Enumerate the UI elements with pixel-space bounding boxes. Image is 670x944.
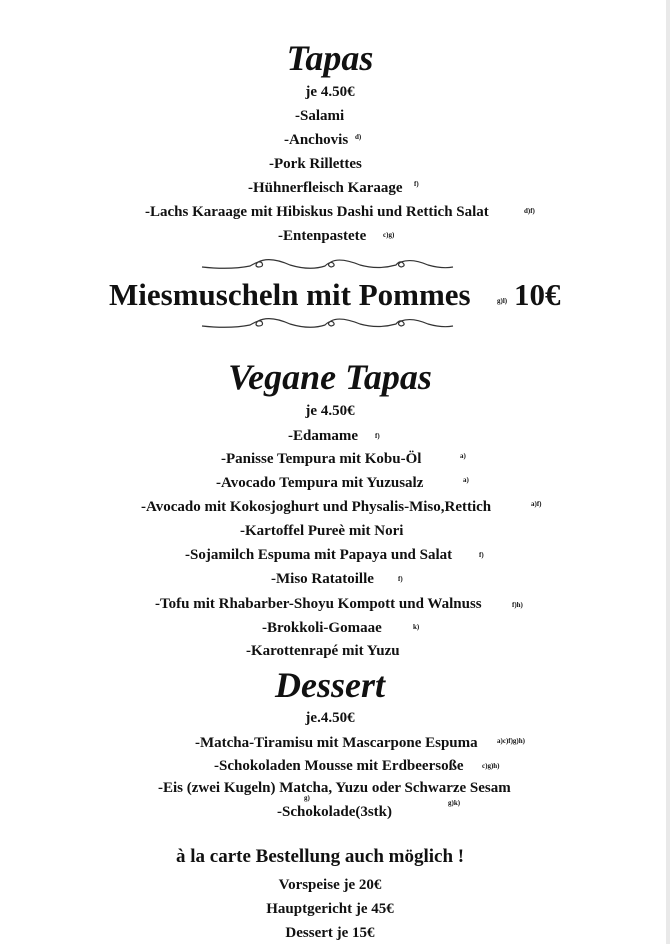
menu-item: -Miso Ratatoille [271,571,374,587]
vegan-title: Vegane Tapas [228,357,432,397]
menu-item: -Avocado Tempura mit Yuzusalz [216,475,424,491]
tapas-price: je 4.50€ [305,84,355,100]
special-price: 10€ [514,277,561,312]
menu-item: -Schokolade(3stk) [277,804,393,820]
allergen-note: f) [375,432,380,440]
menu-item: -Sojamilch Espuma mit Papaya und Salat [185,547,453,563]
menu-item: -Tofu mit Rhabarber-Shoyu Kompott und Walnuss [155,596,482,612]
tapas-title: Tapas [286,38,374,78]
allergen-note: f) [479,551,484,559]
menu-item: -Matcha-Tiramisu mit Mascarpone Espuma [195,735,478,751]
menu-item: -Hühnerfleisch Karaage [248,180,403,196]
allergen-note: d) [355,133,362,141]
menu-item: -Karottenrapé mit Yuzu [246,643,400,659]
allergen-note: c)g) [383,231,395,239]
page-edge [666,0,670,944]
menu-item: -Kartoffel Pureè mit Nori [240,523,404,539]
a-la-carte-line: Hauptgericht je 45€ [266,901,394,917]
menu-item: -Entenpastete [278,228,367,244]
allergen-note: a) [463,476,469,484]
allergen-note: a)c)f)g)h) [497,737,525,745]
a-la-carte-line: Vorspeise je 20€ [278,877,382,893]
allergen-note: g)k) [448,799,461,807]
allergen-note: f) [414,180,419,188]
allergen-note: a) [460,452,466,460]
menu-item: -Pork Rillettes [269,156,362,172]
a-la-carte-heading: à la carte Bestellung auch möglich ! [176,846,465,867]
menu-item: -Edamame [288,428,358,444]
menu-item: -Anchovis [284,132,349,148]
menu-item: -Brokkoli-Gomaae [262,620,382,636]
menu-item: -Lachs Karaage mit Hibiskus Dashi und Rettich Salat [145,204,489,220]
allergen-note: k) [413,623,420,631]
a-la-carte-line: Dessert je 15€ [285,925,375,941]
allergen-note: c)g)h) [482,762,500,770]
menu-item: -Panisse Tempura mit Kobu-Öl [221,451,422,467]
menu-item: -Avocado mit Kokosjoghurt und Physalis-Miso,Rettich [141,499,492,515]
special-dish: Miesmuscheln mit Pommes [109,277,471,312]
menu-item: -Schokoladen Mousse mit Erdbeersoße [214,758,464,774]
allergen-note: a)f) [531,500,542,508]
allergen-note: f)h) [512,601,523,609]
menu-item: -Eis (zwei Kugeln) Matcha, Yuzu oder Schwarze Sesam [158,780,511,796]
allergen-note: g)l) [497,297,508,305]
vegan-price: je 4.50€ [305,403,355,419]
dessert-title: Dessert [275,665,385,705]
dessert-price: je.4.50€ [305,710,355,726]
allergen-note: g) [304,794,310,802]
allergen-note: f) [398,575,403,583]
allergen-note: d)f) [524,207,535,215]
menu-item: -Salami [295,108,345,124]
ornament-divider [200,316,455,332]
ornament-divider [200,257,455,273]
